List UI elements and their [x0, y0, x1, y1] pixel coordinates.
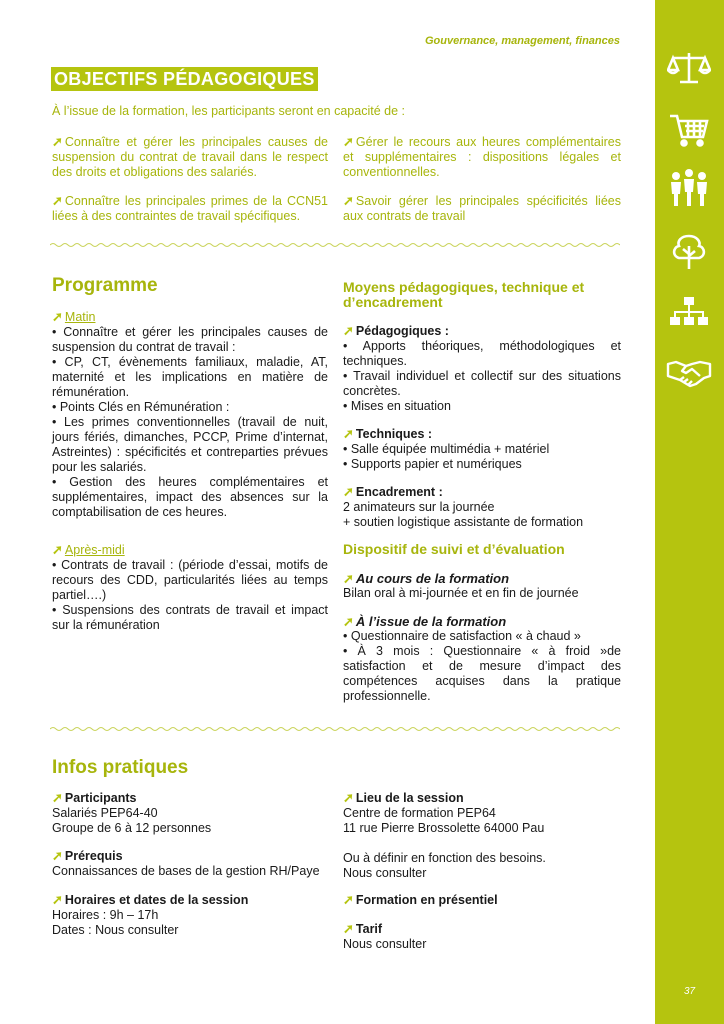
- arrow-icon: ➚: [343, 614, 354, 629]
- moyens-pedagogiques: ➚ Pédagogiques : • Apports théoriques, méthodologiques et techniques. • Travail individuel et collectif sur des situations concrètes. • Mises en situation: [343, 323, 621, 413]
- matin-line: • Connaître et gérer les principales causes de suspension du contrat de travail :: [52, 325, 328, 354]
- shopping-cart-icon: [665, 110, 713, 150]
- objective-item: ➚ Gérer le recours aux heures complémentaires et supplémentaires : dispositions légales et conventionnelles.: [343, 134, 621, 179]
- matin-line: • Gestion des heures complémentaires et supplémentaires, impact des absences sur la comptabilisation de ces heures.: [52, 475, 328, 519]
- arrow-icon: ➚: [52, 193, 63, 208]
- arrow-icon: ➚: [343, 193, 354, 208]
- matin-label: Matin: [64, 310, 96, 324]
- people-group-icon: [665, 168, 713, 208]
- moyens-encadrement: ➚ Encadrement : 2 animateurs sur la journée + soutien logistique assistante de formation: [343, 484, 584, 529]
- arrow-icon: ➚: [52, 134, 63, 149]
- moyens-techniques: ➚ Techniques : • Salle équipée multimédia + matériel • Supports papier et numériques: [343, 426, 550, 471]
- arrow-icon: ➚: [343, 323, 354, 338]
- arrow-icon: ➚: [343, 571, 354, 586]
- suivi-title: Dispositif de suivi et d’évaluation: [343, 541, 565, 557]
- apres-midi-label: Après-midi: [64, 543, 125, 557]
- arrow-icon: ➚: [343, 790, 354, 805]
- objective-item: ➚ Connaître les principales primes de la CCN51 liées à des contraintes de travail spécifiques.: [52, 193, 328, 223]
- arrow-icon: ➚: [52, 309, 63, 324]
- wavy-divider: [50, 726, 620, 732]
- sidebar: [655, 0, 724, 1024]
- wavy-divider: [50, 242, 620, 248]
- apres-midi-line: • Suspensions des contrats de travail et impact sur la rémunération: [52, 603, 328, 632]
- info-presentiel: ➚ Formation en présentiel: [343, 892, 498, 907]
- programme-apres-midi: [52, 542, 328, 633]
- infos-title: Infos pratiques: [52, 757, 189, 778]
- scales-icon: [665, 48, 713, 88]
- arrow-icon: ➚: [52, 848, 63, 863]
- matin-line: • Points Clés en Rémunération :: [52, 400, 230, 414]
- arrow-icon: ➚: [52, 892, 63, 907]
- apres-midi-line: • Contrats de travail : (période d’essai, motifs de recours des CDD, particularités liées au temps partiel….): [52, 558, 328, 602]
- objective-item: ➚ Savoir gérer les principales spécificités liées aux contrats de travail: [343, 193, 621, 223]
- arrow-icon: ➚: [343, 484, 354, 499]
- suivi-cours: ➚ Au cours de la formation Bilan oral à mi-journée et en fin de journée: [343, 571, 579, 600]
- arrow-icon: ➚: [52, 542, 63, 557]
- handshake-icon: [665, 352, 713, 392]
- arrow-icon: ➚: [343, 426, 354, 441]
- info-lieu: ➚ Lieu de la session Centre de formation PEP64 11 rue Pierre Brossolette 64000 Pau Ou à définir en fonction des besoins. Nous consulter: [343, 790, 546, 880]
- arrow-icon: ➚: [343, 134, 354, 149]
- info-horaires: ➚ Horaires et dates de la session Horaires : 9h – 17h Dates : Nous consulter: [52, 892, 249, 937]
- matin-line: • CP, CT, évènements familiaux, maladie, AT, maternité et les implications en matière de rémunération.: [52, 355, 328, 399]
- page-number: 37: [683, 986, 696, 997]
- objectives-title: OBJECTIFS PÉDAGOGIQUES: [51, 67, 318, 91]
- arrow-icon: ➚: [52, 790, 63, 805]
- info-participants: ➚ Participants Salariés PEP64-40 Groupe de 6 à 12 personnes: [52, 790, 212, 835]
- objectives-intro: À l’issue de la formation, les participants seront en capacité de :: [52, 104, 405, 118]
- programme-matin: [52, 309, 328, 520]
- tree-icon: [665, 232, 713, 272]
- info-prerequis: ➚ Prérequis Connaissances de bases de la gestion RH/Paye: [52, 848, 320, 878]
- arrow-icon: ➚: [343, 921, 354, 936]
- info-tarif: ➚ Tarif Nous consulter: [343, 921, 427, 951]
- moyens-title: Moyens pédagogiques, technique et d’encadrement: [343, 279, 585, 310]
- arrow-icon: ➚: [343, 892, 354, 907]
- matin-line: • Les primes conventionnelles (travail de nuit, jours fériés, dimanches, PCCP, Prime d’internat, Astreintes) : spécificités et contreparties prévues pour les salariés.: [52, 415, 328, 474]
- org-chart-icon: [665, 294, 713, 334]
- objective-item: ➚ Connaître et gérer les principales causes de suspension du contrat de travail dans le respect des droits et obligations des salariés.: [52, 134, 328, 179]
- suivi-issue: ➚ À l’issue de la formation • Questionnaire de satisfaction « à chaud » • À 3 mois : Questionnaire « à froid »de satisfaction et de mesure d’impact des compétences acquises dans la pratique professionnelle.: [343, 614, 621, 703]
- header-category: Gouvernance, management, finances: [424, 35, 620, 47]
- programme-title: Programme: [52, 275, 158, 296]
